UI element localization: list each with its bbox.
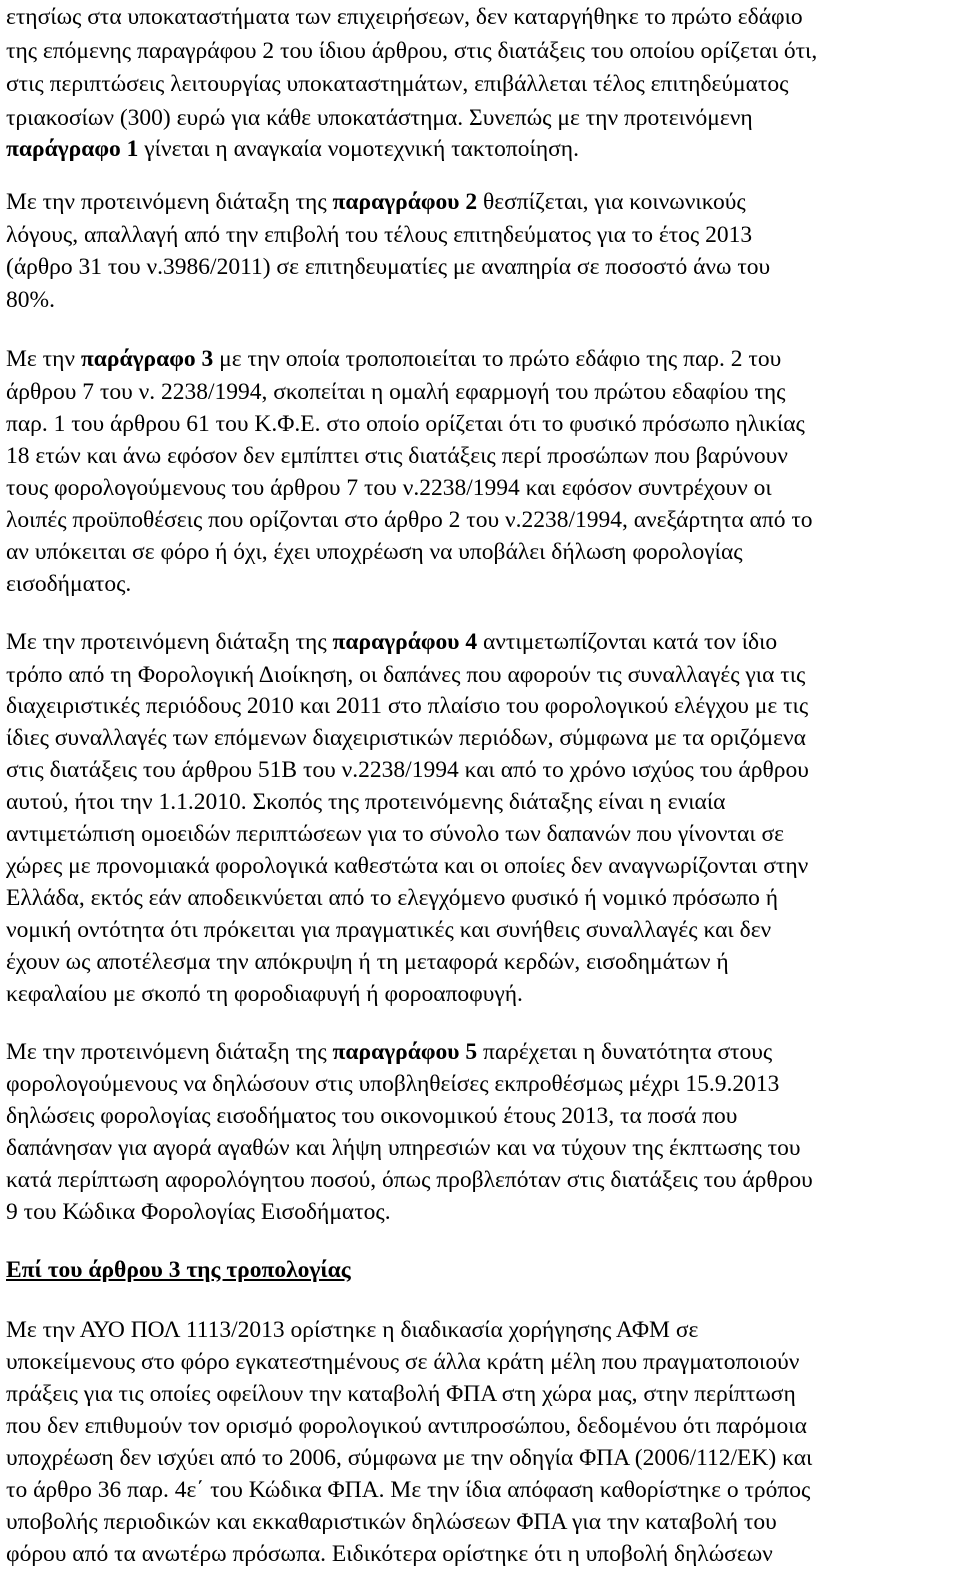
bold-reference: παράγραφο 1 xyxy=(6,136,139,162)
text-line xyxy=(6,1069,779,1099)
line-text: υποχρέωση δεν ισχύει από το 2006, σύμφωνα με την οδηγία ΦΠΑ (2006/112/ΕΚ) και xyxy=(6,1445,813,1471)
line-text: στις διατάξεις του άρθρου 51Β του ν.2238/1994 και από το χρόνο ισχύος του άρθρου xyxy=(6,757,809,783)
bold-reference: παραγράφου 4 xyxy=(332,629,478,655)
text-line xyxy=(6,915,771,945)
text-line xyxy=(6,819,784,849)
text-line xyxy=(6,1197,391,1227)
text-line xyxy=(6,1411,807,1441)
line-text: φορολογούμενους να δηλώσουν στις υποβληθείσες εκπροθέσμως μέχρι 15.9.2013 xyxy=(6,1071,780,1097)
text-line xyxy=(6,473,772,503)
line-text: νομική οντότητα ότι πρόκειται για πραγματικές και συνήθεις συναλλαγές και δεν xyxy=(6,917,772,943)
text-line xyxy=(6,947,729,977)
line-text: τους φορολογούμενους του άρθρου 7 του ν.2238/1994 και εφόσον συντρέχουν οι xyxy=(6,475,772,501)
line-text: έχουν ως αποτέλεσμα την απόκρυψη ή τη μεταφορά κερδών, εισοδημάτων ή xyxy=(6,949,729,975)
bold-reference: παραγράφου 5 xyxy=(332,1039,478,1065)
text-line xyxy=(6,134,579,164)
line-text: άρθρου 7 του ν. 2238/1994, σκοπείται η ομαλή εφαρμογή του πρώτου εδαφίου της xyxy=(6,379,786,405)
line-text: Με την προτεινόμενη διάταξη της xyxy=(6,629,333,655)
line-text: δηλώσεις φορολογίας εισοδήματος του οικονομικού έτους 2013, τα ποσά που xyxy=(6,1103,738,1129)
line-text: ίδιες συναλλαγές των επόμενων διαχειριστικών περιόδων, σύμφωνα με τα οριζόμενα xyxy=(6,725,806,751)
line-text: θεσπίζεται, για κοινωνικούς xyxy=(477,189,746,215)
text-line xyxy=(6,1347,799,1377)
text-line xyxy=(6,723,806,753)
line-text: υποβολής περιοδικών και εκκαθαριστικών δηλώσεων ΦΠΑ για την καταβολή του xyxy=(6,1509,777,1535)
line-text: γίνεται η αναγκαία νομοτεχνική τακτοποίηση. xyxy=(138,136,579,162)
text-line xyxy=(6,851,808,881)
text-line xyxy=(6,979,523,1009)
section-heading: Επί του άρθρου 3 της τροπολογίας xyxy=(6,1257,351,1283)
bold-reference: παραγράφου 2 xyxy=(332,189,478,215)
line-text: Με την ΑΥΟ ΠΟΛ 1113/2013 ορίστηκε η διαδικασία χορήγησης ΑΦΜ σε xyxy=(6,1317,699,1343)
line-text: τριακοσίων (300) ευρώ για κάθε υποκατάστημα. Συνεπώς με την προτεινόμενη xyxy=(6,105,753,131)
text-line xyxy=(6,1443,812,1473)
text-line xyxy=(6,220,752,250)
line-text: πράξεις για τις οποίες οφείλουν την καταβολή ΦΠΑ στη χώρα μας, στην περίπτωση xyxy=(6,1381,796,1407)
line-text: Ελλάδα, εκτός εάν αποδεικνύεται από το ελεγχόμενο φυσικό ή νομικό πρόσωπο ή xyxy=(6,885,779,911)
text-line xyxy=(6,505,813,535)
line-text: τρόπο από τη Φορολογική Διοίκηση, οι δαπάνες που αφορούν τις συναλλαγές για τις xyxy=(6,662,806,688)
text-line xyxy=(6,377,785,407)
line-text: φόρου από τα ανωτέρω πρόσωπα. Ειδικότερα ορίστηκε ότι η υποβολή δηλώσεων xyxy=(6,1541,773,1567)
text-line xyxy=(6,1037,772,1067)
line-text: Με την xyxy=(6,346,81,372)
text-line xyxy=(6,569,131,599)
line-text: 18 ετών και άνω εφόσον δεν εμπίπτει στις διατάξεις περί προσώπων που βαρύνουν xyxy=(6,443,788,469)
text-line xyxy=(6,252,770,282)
text-line xyxy=(6,691,808,721)
text-line xyxy=(6,2,803,32)
text-line xyxy=(6,1379,796,1409)
text-line xyxy=(6,441,788,471)
line-text: κεφαλαίου με σκοπό τη φοροδιαφυγή ή φοροαποφυγή. xyxy=(6,981,523,1007)
text-line xyxy=(6,409,805,439)
line-text: παρέχεται η δυνατότητα στους xyxy=(477,1039,773,1065)
text-line xyxy=(6,1475,810,1505)
line-text: αυτού, ήτοι την 1.1.2010. Σκοπός της προτεινόμενης διάταξης είναι η ενιαία xyxy=(6,789,726,815)
bold-reference: παράγραφο 3 xyxy=(80,346,214,372)
line-text: που δεν επιθυμούν τον ορισμό φορολογικού αντιπροσώπου, δεδομένου ότι παρόμοια xyxy=(6,1413,807,1439)
line-text: παρ. 1 του άρθρου 61 του Κ.Φ.Ε. στο οποίο ορίζεται ότι το φυσικό πρόσωπο ηλικίας xyxy=(6,411,805,437)
line-text: (άρθρο 31 του ν.3986/2011) σε επιτηδευματίες με αναπηρία σε ποσοστό άνω του xyxy=(6,254,771,280)
text-line xyxy=(6,537,743,567)
line-text: αντιμετωπίζονται κατά τον ίδιο xyxy=(477,629,778,655)
line-text: λόγους, απαλλαγή από την επιβολή του τέλους επιτηδεύματος για το έτος 2013 xyxy=(6,222,753,248)
line-text: εισοδήματος. xyxy=(6,571,132,597)
text-line xyxy=(6,883,778,913)
line-text: της επόμενης παραγράφου 2 του ίδιου άρθρου, στις διατάξεις του οποίου ορίζεται ότι, xyxy=(6,38,818,64)
line-text: Με την προτεινόμενη διάταξη της xyxy=(6,189,333,215)
text-line xyxy=(6,285,55,315)
text-line xyxy=(6,1133,801,1163)
text-line xyxy=(6,1315,698,1345)
text-line xyxy=(6,1165,813,1195)
line-text: λοιπές προϋποθέσεις που ορίζονται στο άρθρο 2 του ν.2238/1994, ανεξάρτητα από το xyxy=(6,507,813,533)
text-line xyxy=(6,1101,737,1131)
line-text: ετησίως στα υποκαταστήματα των επιχειρήσεων, δεν καταργήθηκε το πρώτο εδάφιο xyxy=(6,4,803,30)
text-line xyxy=(6,344,781,374)
line-text: χώρες με προνομιακά φορολογικά καθεστώτα και οι οποίες δεν αναγνωρίζονται στην xyxy=(6,853,809,879)
line-text: διαχειριστικές περιόδους 2010 και 2011 στο πλαίσιο του φορολογικού ελέγχου με τις xyxy=(6,693,809,719)
text-line xyxy=(6,755,809,785)
text-line xyxy=(6,103,753,133)
line-text: το άρθρο 36 παρ. 4ε΄ του Κώδικα ΦΠΑ. Με την ίδια απόφαση καθορίστηκε ο τρόπος xyxy=(6,1477,811,1503)
text-line xyxy=(6,1539,773,1569)
text-line xyxy=(6,36,817,66)
line-text: στις περιπτώσεις λειτουργίας υποκαταστημάτων, επιβάλλεται τέλος επιτηδεύματος xyxy=(6,71,789,97)
line-text: με την οποία τροποποιείται το πρώτο εδάφιο της παρ. 2 του xyxy=(213,346,782,372)
line-text: δαπάνησαν για αγορά αγαθών και λήψη υπηρεσιών και να τύχουν της έκπτωσης του xyxy=(6,1135,801,1161)
line-text: υποκείμενους στο φόρο εγκατεστημένους σε άλλα κράτη μέλη που πραγματοποιούν xyxy=(6,1349,800,1375)
line-text: αν υπόκειται σε φόρο ή όχι, έχει υποχρέωση να υποβάλει δήλωση φορολογίας xyxy=(6,539,743,565)
text-line xyxy=(6,660,805,690)
line-text: αντιμετώπιση ομοειδών περιπτώσεων για το σύνολο των δαπανών που γίνονται σε xyxy=(6,821,785,847)
line-text: 9 του Κώδικα Φορολογίας Εισοδήματος. xyxy=(6,1199,391,1225)
text-line xyxy=(6,187,746,217)
text-line xyxy=(6,69,788,99)
line-text: κατά περίπτωση αφορολόγητου ποσού, όπως προβλεπόταν στις διατάξεις του άρθρου xyxy=(6,1167,813,1193)
line-text: Με την προτεινόμενη διάταξη της xyxy=(6,1039,333,1065)
text-line xyxy=(6,1507,777,1537)
line-text: 80%. xyxy=(6,287,55,313)
text-line xyxy=(6,627,777,657)
text-line xyxy=(6,787,725,817)
